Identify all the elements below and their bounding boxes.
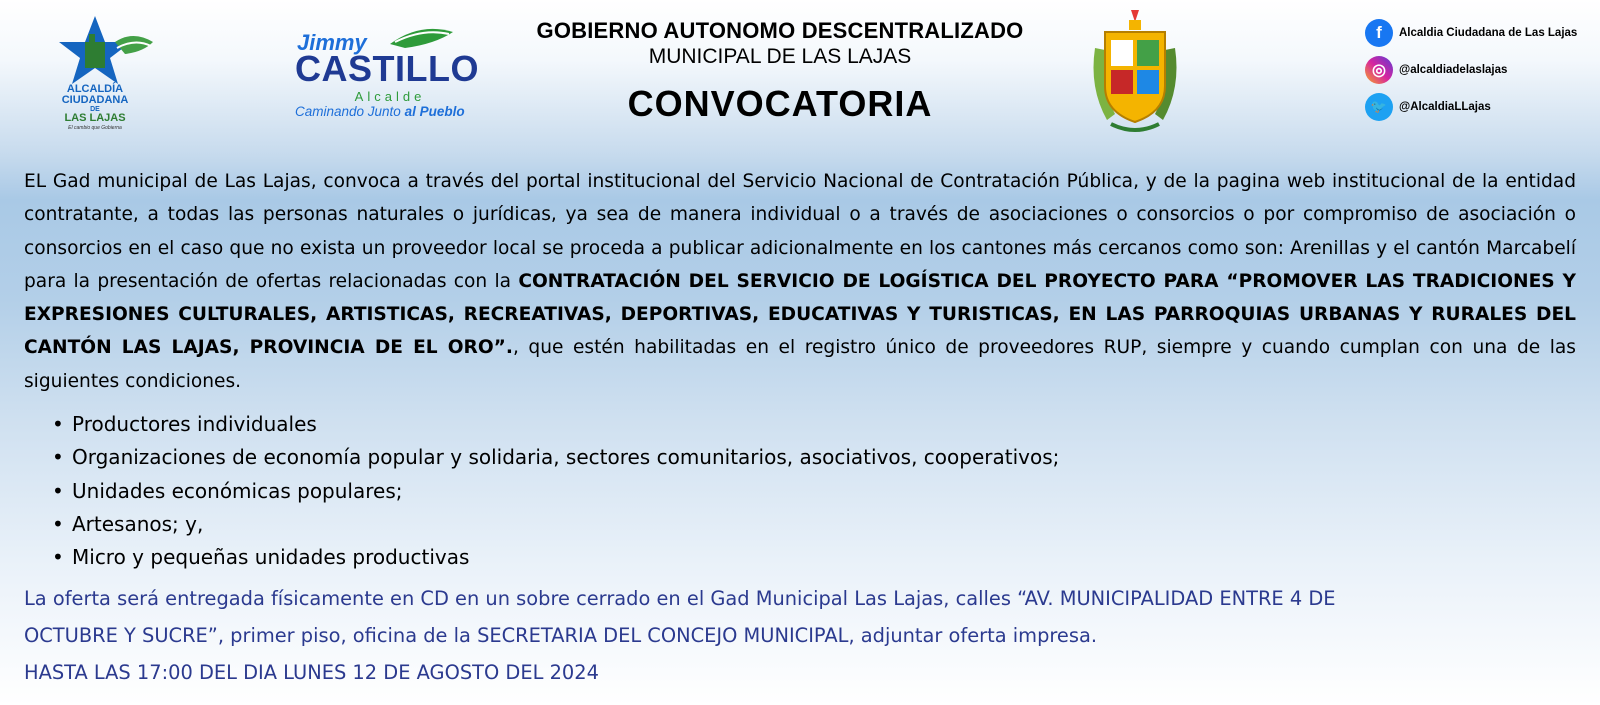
page-title: CONVOCATORIA [627,83,933,124]
announcement-outro: , que estén habilitadas en el registro único de proveedores RUP, siempre y cuando cumplan con una de las siguientes condiciones. [24,337,1576,392]
announcement-intro: EL Gad municipal de Las Lajas, convoca a través del portal institucional del Servicio Nacional de Contratación Pública, y de la pagina web institucional de la entidad contratante, a todas las personas naturales o jurídicas, ya sea de manera individual o a través de asociaciones o consorcios o por compromiso de asociación o consorcios en el caso que no exista un proveedor local se proceda a publicar adicionalmente en los cantones más cercanos como son: Arenillas y el cantón Marcabelí para la presentación de ofertas relacionadas con la [24,171,1576,292]
title-block [515,18,1045,125]
alcaldia-logo-line4: LAS LAJAS [64,112,126,124]
contract-title: CONTRATACIÓN DEL SERVICIO DE LOGÍSTICA DEL PROYECTO PARA “PROMOVER LAS TRADICIONES Y EXPRESIONES CULTURALES, ARTISTICAS, RECREATIVAS, DEPORTIVAS, EDUCATIVAS Y TURISTICAS, EN LAS PARROQUIAS URBANAS Y RURALES DEL CANTÓN LAS LAJAS, PROVINCIA DE EL ORO”. [24,270,1576,359]
candidate-slogan-1: Caminando Junto [295,104,401,119]
instagram-handle: @alcaldiadelaslajas [1399,64,1508,76]
list-item: • Productores individuales [72,408,1059,441]
alcaldia-logo-line1: ALCALDÍA [66,83,124,95]
announcement-paragraph [24,165,1576,398]
alcaldia-logo-tagline: El cambio que Gobierna [68,125,122,131]
candidate-logo [295,22,495,122]
candidate-role: Alcalde [354,89,426,104]
deadline: HASTA LAS 17:00 DEL DIA LUNES 12 DE AGOSTO DEL 2024 [24,661,599,684]
list-item: • Organizaciones de economía popular y solidaria, sectores comunitarios, asociativos, cooperativos; [72,441,1059,474]
delivery-line-2: OCTUBRE Y SUCRE”, primer piso, oficina de la SECRETARIA DEL CONCEJO MUNICIPAL, adjuntar oferta impresa. [24,624,1098,647]
alcaldia-logo-line3: DE [90,106,100,113]
coat-of-arms-icon [1085,8,1185,138]
alcaldia-logo [55,12,165,134]
candidate-first-name: Jimmy [297,30,367,55]
facebook-handle: Alcaldia Ciudadana de Las Lajas [1399,27,1578,39]
candidate-slogan-2: al Pueblo [404,104,465,119]
candidate-last-name: CASTILLO [295,48,479,89]
alcaldia-logo-line2: CIUDADANA [61,94,129,106]
institution-title: GOBIERNO AUTONOMO DESCENTRALIZADO [536,18,1024,43]
list-item: • Micro y pequeñas unidades productivas [72,541,1059,574]
conditions-list [24,408,1059,574]
social-instagram[interactable] [1365,55,1595,85]
instagram-icon: ◎ [1365,56,1393,84]
social-links [1365,18,1595,129]
delivery-line-1: La oferta será entregada físicamente en CD en un sobre cerrado en el Gad Municipal Las Lajas, calles “AV. MUNICIPALIDAD ENTRE 4 DE [24,587,1336,610]
social-twitter[interactable] [1365,92,1595,122]
twitter-icon: 🐦 [1365,93,1393,121]
list-item: • Artesanos; y, [72,508,1059,541]
header [0,0,1600,145]
list-item: • Unidades económicas populares; [72,475,1059,508]
social-facebook[interactable] [1365,18,1595,48]
facebook-icon: f [1365,19,1393,47]
delivery-info [24,580,1584,691]
institution-subtitle: MUNICIPAL DE LAS LAJAS [648,45,912,68]
announcement-body [24,165,1576,398]
twitter-handle: @AlcaldiaLLajas [1399,101,1491,113]
